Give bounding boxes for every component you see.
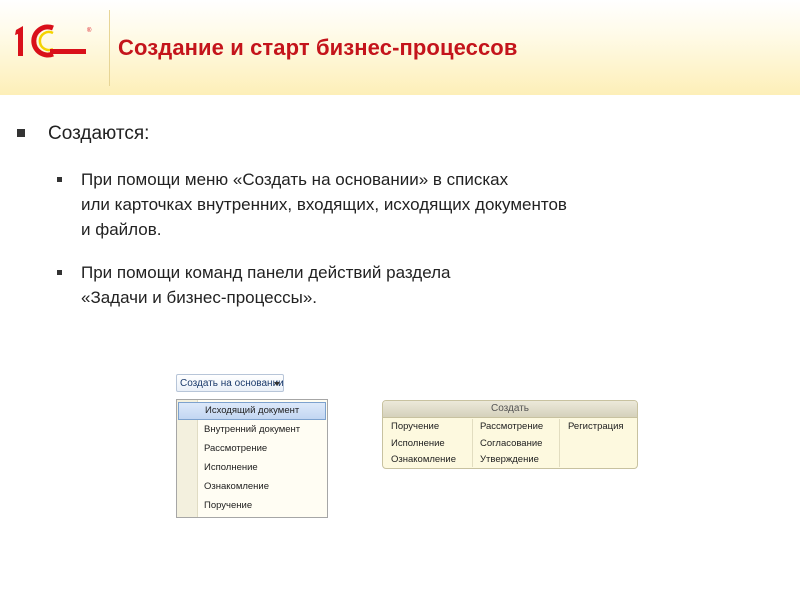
create-familiarization-command[interactable]: Ознакомление — [391, 454, 457, 465]
create-panel — [382, 400, 638, 469]
column-divider — [559, 419, 560, 467]
page-title: Создание и старт бизнес-процессов — [118, 35, 518, 60]
create-panel-column — [480, 419, 543, 469]
create-registration-command[interactable]: Регистрация — [568, 421, 624, 432]
create-approval-command[interactable]: Согласование — [480, 437, 543, 449]
menu-item-internal-document[interactable]: Внутренний документ — [204, 424, 301, 435]
create-panel-column — [391, 419, 456, 469]
create-assignment-command[interactable]: Поручение — [391, 421, 440, 432]
bullet-line: и файлов. — [81, 220, 162, 239]
create-panel-column — [568, 419, 624, 436]
menu-item-assignment[interactable]: Поручение — [204, 500, 253, 511]
create-confirmation-command[interactable]: Утверждение — [480, 454, 539, 465]
menu-item-execution[interactable]: Исполнение — [204, 462, 258, 473]
menu-item-outgoing-document[interactable]: Исходящий документ — [178, 402, 326, 420]
slide-header — [0, 0, 800, 95]
level1-text: Создаются: — [48, 123, 150, 144]
1c-logo — [13, 22, 93, 62]
create-panel-header: Создать — [383, 401, 637, 418]
bullet-line: При помощи команд панели действий раздела — [81, 263, 451, 282]
bullet-line: или карточках внутренних, входящих, исходящих документов — [81, 195, 567, 214]
small-square-bullet-icon — [57, 177, 62, 182]
create-based-on-menu — [176, 399, 328, 518]
create-execution-command[interactable]: Исполнение — [391, 437, 445, 449]
create-based-on-label: Создать на основании — [180, 378, 284, 389]
svg-text:®: ® — [87, 28, 92, 34]
bullet-line: При помощи меню «Создать на основании» в списках — [81, 170, 509, 189]
chevron-down-icon — [274, 382, 280, 386]
bullet-line: «Задачи и бизнес-процессы». — [81, 288, 318, 307]
create-review-command[interactable]: Рассмотрение — [480, 421, 544, 432]
menu-item-review[interactable]: Рассмотрение — [204, 443, 268, 454]
square-bullet-icon — [17, 129, 25, 137]
header-divider — [109, 10, 110, 86]
column-divider — [472, 419, 473, 467]
small-square-bullet-icon — [57, 270, 62, 275]
menu-item-familiarization[interactable]: Ознакомление — [204, 481, 270, 492]
create-based-on-button[interactable] — [176, 374, 284, 392]
